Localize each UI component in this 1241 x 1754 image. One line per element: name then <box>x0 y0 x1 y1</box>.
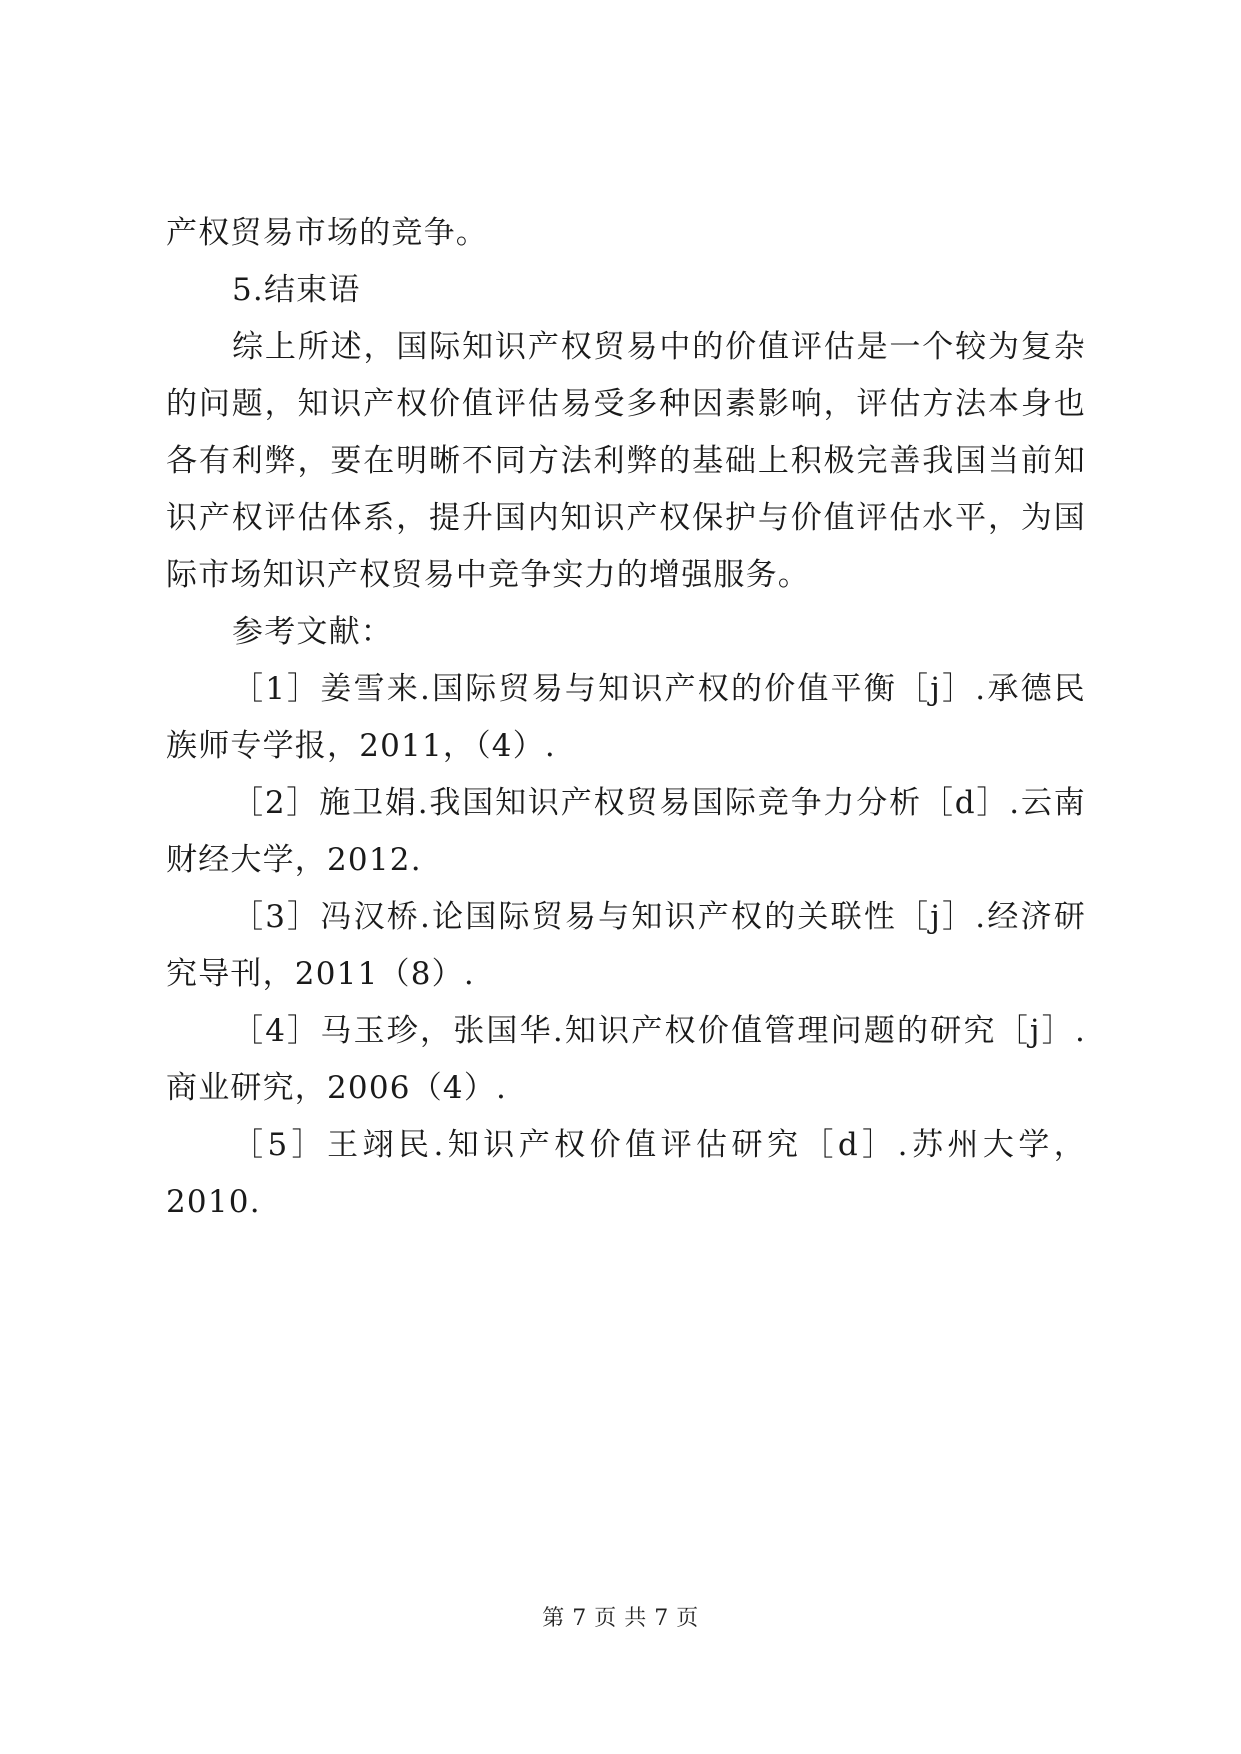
paragraph-line: 综上所述，国际知识产权贸易中的价值评估是一个较为复杂 <box>232 329 1086 365</box>
reference-item: ［3］冯汉桥.论国际贸易与知识产权的关联性［j］.经济研 <box>232 899 1086 935</box>
references-heading: 参考文献： <box>232 614 393 650</box>
paragraph-line: 的问题，知识产权价值评估易受多种因素影响，评估方法本身也 <box>166 386 1086 422</box>
reference-item: ［5］王翊民.知识产权价值评估研究［d］.苏州大学， <box>232 1127 1086 1163</box>
paragraph-line: 际市场知识产权贸易中竞争实力的增强服务。 <box>166 557 810 593</box>
reference-item-continued: 族师专学报，2011，（4）. <box>166 728 556 764</box>
reference-item-continued: 财经大学，2012. <box>166 842 422 878</box>
section-heading: 5.结束语 <box>232 272 361 308</box>
page-number-footer: 第 7 页 共 7 页 <box>542 1606 699 1631</box>
paragraph-line: 产权贸易市场的竞争。 <box>166 215 488 251</box>
paragraph-line: 识产权评估体系，提升国内知识产权保护与价值评估水平，为国 <box>166 500 1086 536</box>
reference-item-continued: 商业研究，2006（4）. <box>166 1070 508 1106</box>
reference-item: ［2］施卫娟.我国知识产权贸易国际竞争力分析［d］.云南 <box>232 785 1086 821</box>
reference-item-continued: 2010. <box>166 1184 261 1220</box>
reference-item: ［4］马玉珍，张国华.知识产权价值管理问题的研究［j］. <box>232 1013 1086 1049</box>
reference-item-continued: 究导刊，2011（8）. <box>166 956 475 992</box>
reference-item: ［1］姜雪来.国际贸易与知识产权的价值平衡［j］.承德民 <box>232 671 1086 707</box>
paragraph-line: 各有利弊，要在明晰不同方法利弊的基础上积极完善我国当前知 <box>166 443 1086 479</box>
